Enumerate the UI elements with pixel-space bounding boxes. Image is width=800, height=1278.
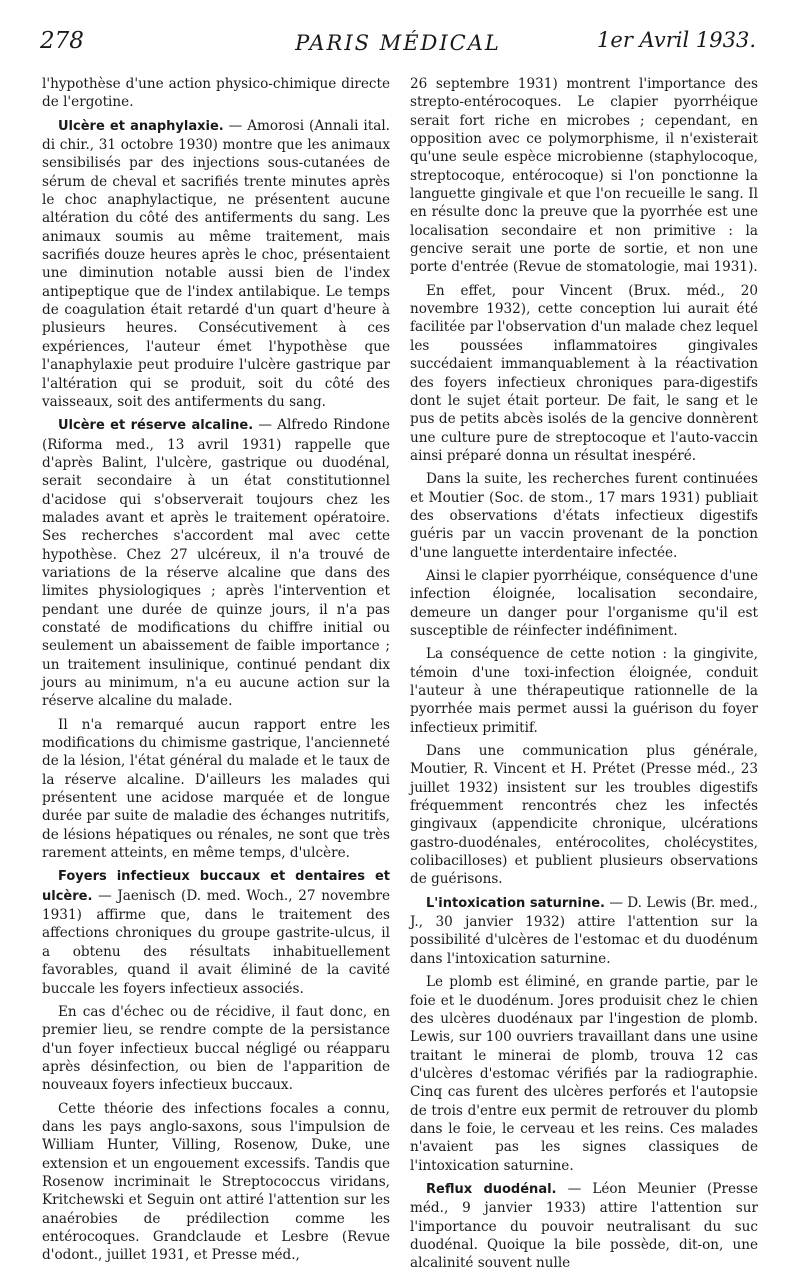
paragraph-text: — Jaenisch (D. med. Woch., 27 novembre 1931) affirme que, dans le traitement des affections chroniques du groupe gastrite-ulcus, il a obtenu des résultats inhabituellement favorables, quand il avait éliminé de la cavité buccale les foyers infectieux associés.	[42, 887, 390, 997]
paragraph-text: Le plomb est éliminé, en grande partie, par le foie et le duodénum. Jores produisit chez le chien des ulcères duodénaux par l'ingestion de plomb. Lewis, sur 100 ouvriers travaillant dans une usine traitant le minerai de plomb, trouva 12 cas d'ulcères d'estomac vérifiés par la radiographie. Cinq cas furent des ulcères perforés et l'autopsie de trois d'entre eux permit de retrouver du plomb dans le foie, le cerveau et les reins. Ces malades n'avaient pas les signes classiques de l'intoxication saturnine.	[410, 974, 758, 1174]
paragraph-text: — D. Lewis (Br. med., J., 30 janvier 1932) attire l'attention sur la possibilité d'ulcères de l'estomac et du duodénum dans l'intoxication saturnine.	[410, 894, 758, 967]
paragraph-text: Dans la suite, les recherches furent continuées et Moutier (Soc. de stom., 17 mars 1931) publiait des observations d'états infectieux digestifs guéris par un vaccin provenant de la ponction d'une languette interdentaire infectée.	[410, 471, 758, 561]
paragraph	[42, 867, 390, 997]
section-heading: Foyers infectieux buccaux et dentaires et ulcère.	[42, 869, 390, 904]
paragraph	[410, 645, 758, 737]
paragraph-text: Dans une communication plus générale, Moutier, R. Vincent et H. Prétet (Presse méd., 23 juillet 1932) insistent sur les troubles digestifs fréquemment rencontrés chez les infectés gingivaux (appendicite chronique, ulcérations gastro-duodénales, entérocolites, cholécystites, colibacilloses) et publient plusieurs observations de guérisons.	[410, 743, 758, 888]
paragraph	[410, 567, 758, 640]
paragraph	[42, 416, 390, 711]
paragraph-text: En effet, pour Vincent (Brux. méd., 20 novembre 1932), cette conception lui aurait été facilitée par l'observation d'un malade chez lequel les poussées inflammatoires gingivales succédaient immanquablement à la réactivation des foyers infectieux chroniques para-digestifs dont le sujet était porteur. De fait, le sang et le pus de petits abcès isolés de la gencive donnèrent une culture pure de streptocoque et l'auto-vaccin ainsi préparé donna un résultat inespéré.	[410, 282, 758, 464]
paragraph	[42, 1003, 390, 1095]
paragraph-text: La conséquence de cette notion : la gingivite, témoin d'une toxi-infection éloignée, conduit l'auteur à une thérapeutique rationnelle de la pyorrhée mais permet aussi la guérison du foyer infectieux primitif.	[410, 646, 758, 736]
paragraph	[410, 894, 758, 968]
journal-title: PARIS MÉDICAL	[295, 31, 501, 55]
paragraph	[410, 470, 758, 562]
paragraph-text: Cette théorie des infections focales a connu, dans les pays anglo-saxons, sous l'impulsion de William Hunter, Villing, Rosenow, Duke, une extension et un engouement excessifs. Tandis que Rosenow incriminait le Streptococcus viridans, Kritchewski et Seguin ont attiré l'attention sur les anaérobies de prédilection comme les entérocoques. Grandclaude et Lesbre (Revue d'odont., juillet 1931, et Presse méd.,	[42, 1100, 390, 1264]
paragraph	[42, 117, 390, 412]
section-heading: L'intoxication saturnine.	[426, 895, 605, 911]
section-heading: Reflux duodénal.	[426, 1181, 557, 1197]
paragraph-text: Il n'a remarqué aucun rapport entre les modifications du chimisme gastrique, l'ancienneté de la lésion, l'état général du malade et le taux de la réserve alcaline. D'ailleurs les malades qui présentent une acidose marquée et de longue durée par suite de maladie des échanges nutritifs, de lésions hépatiques ou rénales, ne sont que très rarement atteints, en même temps, d'ulcère.	[42, 716, 390, 862]
paragraph	[42, 75, 390, 112]
section-heading: Ulcère et réserve alcaline.	[58, 418, 254, 434]
paragraph	[410, 1180, 758, 1273]
right-column	[410, 75, 758, 1278]
paragraph-text: — Amorosi (Annali ital. di chir., 31 octobre 1930) montre que les animaux sensibilisés par des injections sous-cutanées de sérum de cheval et sacrifiés trente minutes après le choc anaphylactique, ne présentent aucune altération du côté des antiferments du sang. Les animaux soumis au même traitement, mais sacrifiés douze heures après le choc, présentaient une diminution notable aussi bien de l'index antipeptique que de l'index antilabique. Le temps de coagulation était retardé d'un quart d'heure à plusieurs heures. Consécutivement à ces expériences, l'auteur émet l'hypothèse que l'anaphylaxie peut produire l'ulcère gastrique par l'altération qui se produit, soit du côté des vaisseaux, soit des antiferments du sang.	[42, 117, 390, 410]
left-column	[42, 75, 390, 1270]
paragraph-text: 26 septembre 1931) montrent l'importance des strepto-entérocoques. Le clapier pyorrhéique serait fort riche en microbes ; cependant, en opposition avec ce polymorphisme, il n'existerait qu'une seule espèce microbienne (staphylocoque, streptocoque, entérocoque) si l'on ponctionne la languette gingivale et que l'on recueille le sang. Il en résulte donc la preuve que la pyorrhée est une localisation secondaire et non primitive : la gencive serait une porte de sortie, et non une porte d'entrée (Revue de stomatologie, mai 1931).	[410, 76, 758, 276]
issue-date: 1er Avril 1933.	[597, 28, 756, 52]
paragraph-text: l'hypothèse d'une action physico-chimique directe de l'ergotine.	[42, 76, 390, 111]
paragraph	[410, 75, 758, 277]
paragraph	[42, 716, 390, 863]
paragraph	[410, 282, 758, 465]
page-header	[40, 28, 756, 64]
section-heading: Ulcère et anaphylaxie.	[58, 118, 224, 134]
paragraph	[410, 973, 758, 1175]
paragraph-text: — Léon Meunier (Presse méd., 9 janvier 1933) attire l'attention sur l'importance du pouvoir neutralisant du suc duodénal. Quoique la bile possède, dit-on, une alcalinité souvent nulle	[410, 1180, 758, 1272]
page-number: 278	[40, 28, 84, 54]
paragraph-text: — Alfredo Rindone (Riforma med., 13 avril 1931) rappelle que d'après Balint, l'ulcère, gastrique ou duodénal, serait secondaire à un état constitutionnel d'acidose qui s'observerait toujours chez les malades avant et après le traitement opératoire. Ses recherches s'accordent mal avec cette hypothèse. Chez 27 ulcéreux, il n'a trouvé de variations de la réserve alcaline que dans des limites physiologiques ; après l'intervention et pendant une durée de quinze jours, il n'a pas constaté de modifications du chiffre initial ou seulement un abaissement de faible importance ; un traitement insulinique, continué pendant dix jours au minimum, n'a eu aucune action sur la réserve alcaline du malade.	[42, 417, 390, 710]
paragraph	[42, 1100, 390, 1265]
paragraph-text: Ainsi le clapier pyorrhéique, conséquence d'une infection éloignée, localisation secondaire, demeure un danger pour l'organisme qu'il est susceptible de réinfecter indéfiniment.	[410, 567, 758, 639]
paragraph-text: En cas d'échec ou de récidive, il faut donc, en premier lieu, se rendre compte de la persistance d'un foyer infectieux buccal négligé ou réapparu après désinfection, ou bien de l'apparition de nouveaux foyers infectieux buccaux.	[42, 1003, 390, 1094]
paragraph	[410, 742, 758, 889]
